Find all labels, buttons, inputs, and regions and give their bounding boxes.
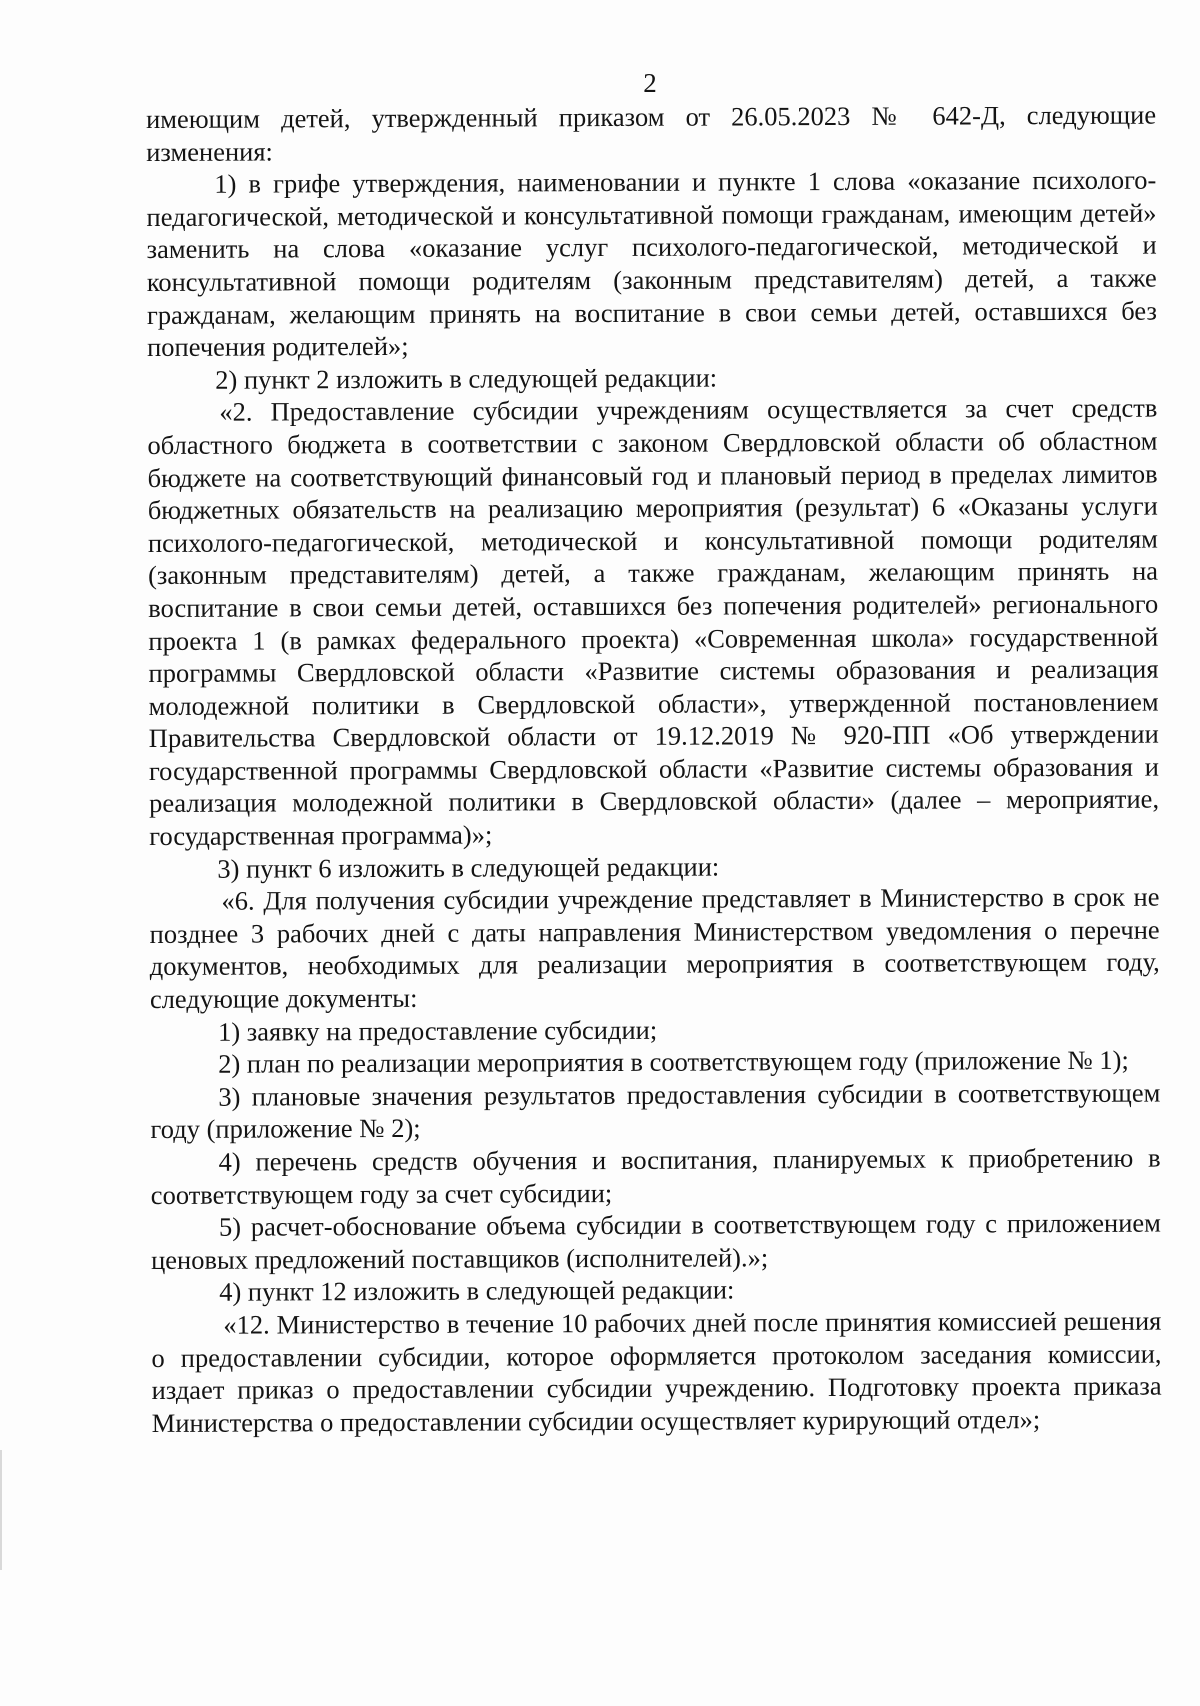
scan-edge-mark	[0, 1450, 2, 1570]
paragraph-subitem-4: 4) перечень средств обучения и воспитания, планируемых к приобретению в соответствующем году за счет субсидии;	[150, 1142, 1161, 1210]
paragraph-item-3: 3) пункт 6 изложить в следующей редакции:	[217, 851, 720, 884]
paragraph-subitem-3: 3) плановые значения результатов предоставления субсидии в соответствующем году (приложение № 2);	[150, 1077, 1161, 1145]
page-number: 2	[643, 68, 657, 98]
paragraph-item-4: 4) пункт 12 изложить в следующей редакции:	[219, 1274, 735, 1308]
paragraph-subitem-5: 5) расчет-обоснование объема субсидии в соответствующем году с приложением ценовых предложений поставщиков (исполнителей).»;	[150, 1207, 1161, 1275]
paragraph-clause-2: «2. Предоставление субсидии учреждениям осуществляется за счет средств областного бюджета в соответствии с законом Свердловской области об областном бюджете на соответствующий финансовый год и плановый период в пределах лимитов бюджетных обязательств на реализацию мероприятия (результат) 6 «Оказаны услуги психолого-педагогической, методической и консультативной помощи родителям (законным представителям) детей, а также гражданам, желающим принять на воспитание в свои семьи детей, оставшихся без попечения родителей» регионального проекта 1 (в рамках федерального проекта) «Современная школа» государственной программы Свердловской области «Развитие системы образования и реализация молодежной политики в Свердловской области», утвержденной постановлением Правительства Свердловской области от 19.12.2019 № 920-ПП «Об утверждении государственной программы Свердловской области «Развитие системы образования и реализация молодежной политики в Свердловской области» (далее – мероприятие, государственная программа)»;	[147, 392, 1160, 852]
paragraph-intro: имеющим детей, утвержденный приказом от 26.05.2023 № 642-Д, следующие изменения:	[146, 99, 1157, 167]
paragraph-clause-12: «12. Министерство в течение 10 рабочих дней после принятия комиссией решения о предоставлении субсидии, которое оформляется протоколом заседания комиссии, издает приказ о предоставлении субсидии учреждению. Подготовку проекта приказа Министерства о предоставлении субсидии осуществляет курирующий отдел»;	[151, 1305, 1162, 1438]
paragraph-item-2: 2) пункт 2 изложить в следующей редакции:	[215, 362, 718, 395]
paragraph-subitem-1: 1) заявку на предоставление субсидии;	[217, 1014, 658, 1047]
document-body	[146, 99, 1162, 1440]
paragraph-item-1: 1) в грифе утверждения, наименовании и пункте 1 слова «оказание психолого-педагогической, методической и консультативной помощи гражданам, имеющим детей» заменить на слова «оказание услуг психолого-педагогической, методической и консультативной помощи родителям (законным представителям) детей, а также гражданам, желающим принять на воспитание в свои семьи детей, оставшихся без попечения родителей»;	[146, 164, 1157, 363]
paragraph-clause-6: «6. Для получения субсидии учреждение представляет в Министерство в срок не позднее 3 рабочих дней с даты направления Министерством уведомления о перечне документов, необходимых для реализации мероприятия в соответствующем году, следующие документы:	[149, 881, 1160, 1015]
paragraph-subitem-2: 2) план по реализации мероприятия в соответствующем году (приложение № 1);	[218, 1044, 1129, 1079]
